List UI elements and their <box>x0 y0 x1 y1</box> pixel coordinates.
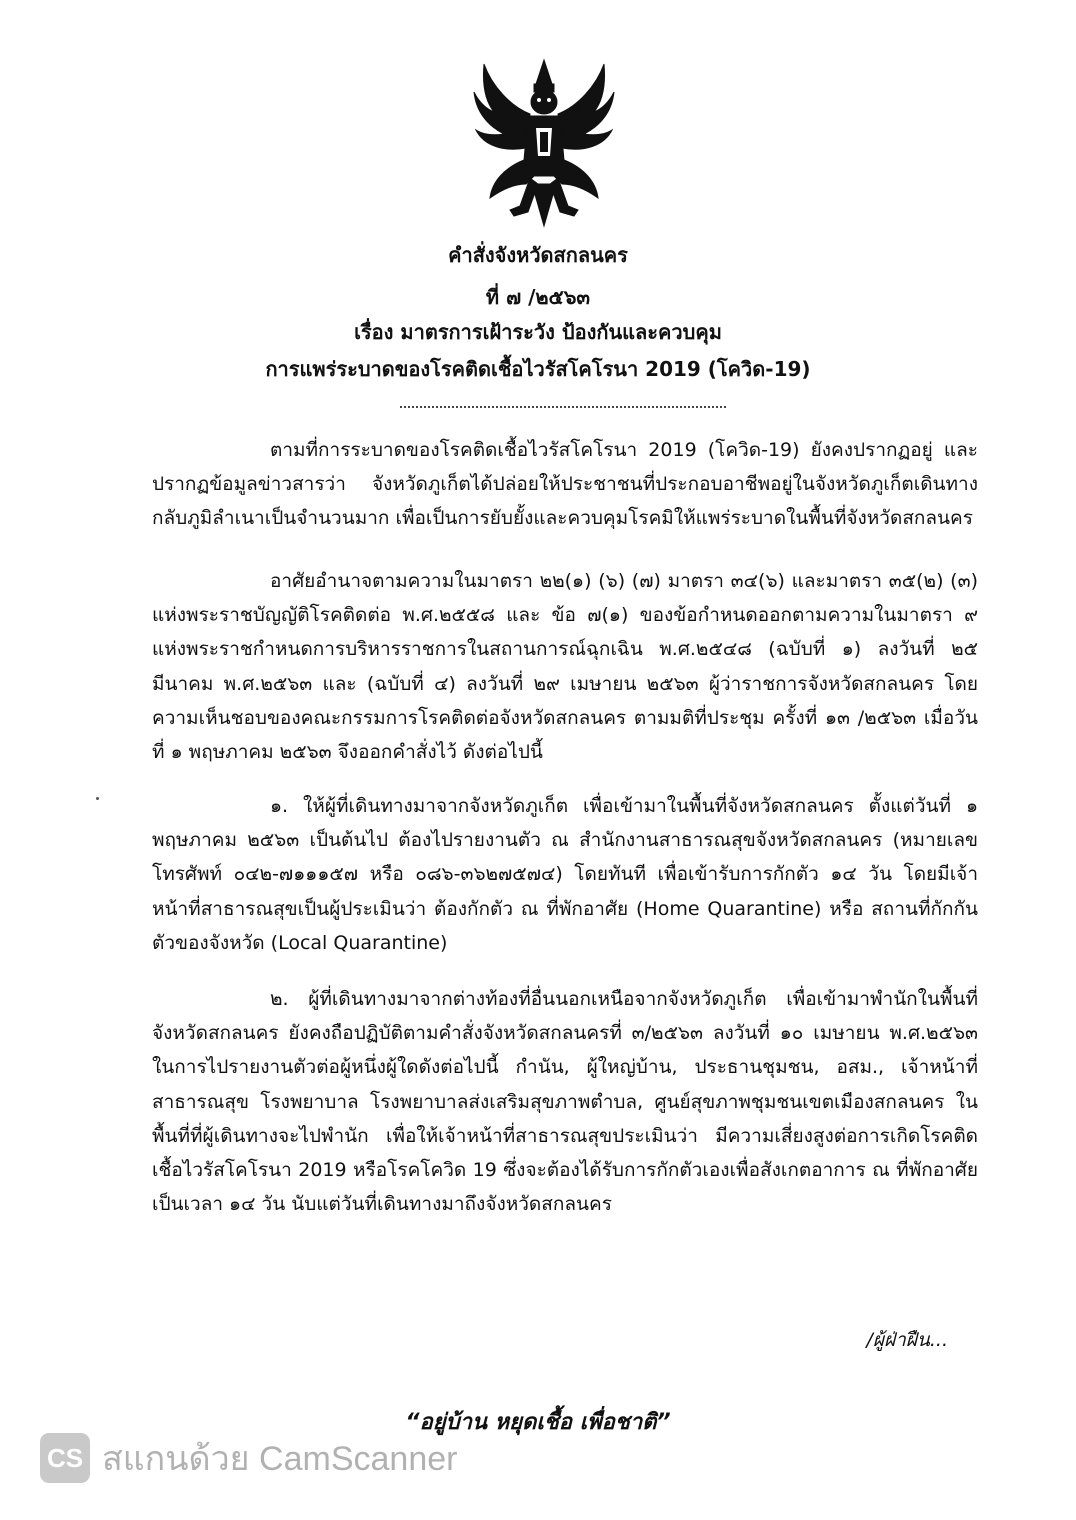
paragraph-authority: อาศัยอำนาจตามความในมาตรา ๒๒(๑) (๖) (๗) มาตรา ๓๔(๖) และมาตรา ๓๕(๒) (๓) แห่งพระราชบัญญัติโรคติดต่อ พ.ศ.๒๕๕๘ และ ข้อ ๗(๑) ของข้อกำหนดออกตามความในมาตรา ๙ แห่งพระราชกำหนดการบริหารราชการในสถานการณ์ฉุกเฉิน พ.ศ.๒๕๔๘ (ฉบับที่ ๑) ลงวันที่ ๒๕ มีนาคม พ.ศ.๒๕๖๓ และ (ฉบับที่ ๔) ลงวันที่ ๒๙ เมษายน ๒๕๖๓ ผู้ว่าราชการจังหวัดสกลนคร โดยความเห็นชอบของคณะกรรมการโรคติดต่อจังหวัดสกลนคร ตามมติที่ประชุม ครั้งที่ ๑๓ /๒๕๖๓ เมื่อวันที่ ๑ พฤษภาคม ๒๕๖๓ จึงออกคำสั่งไว้ ดังต่อไปนี้ <box>152 570 978 764</box>
order-title: คำสั่งจังหวัดสกลนคร <box>448 243 628 267</box>
subject-line-2: การแพร่ระบาดของโรคติดเชื้อไวรัสโคโรนา 2019 (โควิด-19) <box>265 357 811 381</box>
watermark-text: สแกนด้วย CamScanner <box>102 1440 458 1478</box>
paragraph-background: ตามที่การระบาดของโรคติดเชื้อไวรัสโคโรนา 2019 (โควิด-19) ยังคงปรากฏอยู่ และปรากฏข้อมูลข่าวสารว่า จังหวัดภูเก็ตได้ปล่อยให้ประชาชนที่ประกอบอาชีพอยู่ในจังหวัดภูเก็ตเดินทางกลับภูมิลำเนาเป็นจำนวนมาก เพื่อเป็นการยับยั้งและควบคุมโรคมิให้แพร่ระบาดในพื้นที่จังหวัดสกลนคร <box>152 439 978 530</box>
dotted-separator <box>400 406 726 408</box>
slogan: “อยู่บ้าน หยุดเชื้อ เพื่อชาติ” <box>405 1410 671 1435</box>
continued-note: /ผู้ฝ่าฝืน... <box>866 1329 948 1351</box>
camscanner-watermark <box>40 1433 457 1483</box>
order-item-1: ๑. ให้ผู้ที่เดินทางมาจากจังหวัดภูเก็ต เพื่อเข้ามาในพื้นที่จังหวัดสกลนคร ตั้งแต่วันที่ ๑ พฤษภาคม ๒๕๖๓ เป็นต้นไป ต้องไปรายงานตัว ณ สำนักงานสาธารณสุขจังหวัดสกลนคร (หมายเลขโทรศัพท์ ๐๔๒-๗๑๑๑๕๗ หรือ ๐๘๖-๓๖๒๗๕๗๔) โดยทันที เพื่อเข้ารับการกักตัว ๑๔ วัน โดยมีเจ้าหน้าที่สาธารณสุขเป็นผู้ประเมินว่า ต้องกักตัว ณ ที่พักอาศัย (Home Quarantine) หรือ สถานที่กักกันตัวของจังหวัด (Local Quarantine) <box>152 795 978 954</box>
order-number: ที่ ๗ /๒๕๖๓ <box>485 285 591 309</box>
subject-line-1: เรื่อง มาตรการเฝ้าระวัง ป้องกันและควบคุม <box>354 320 722 344</box>
order-item-2: ๒. ผู้ที่เดินทางมาจากต่างท้องที่อื่นนอกเหนือจากจังหวัดภูเก็ต เพื่อเข้ามาพำนักในพื้นที่จังหวัดสกลนคร ยังคงถือปฏิบัติตามคำสั่งจังหวัดสกลนครที่ ๓/๒๕๖๓ ลงวันที่ ๑๐ เมษายน พ.ศ.๒๕๖๓ ในการไปรายงานตัวต่อผู้หนึ่งผู้ใดดังต่อไปนี้ กำนัน, ผู้ใหญ่บ้าน, ประธานชุมชน, อสม., เจ้าหน้าที่สาธารณสุข โรงพยาบาล โรงพยาบาลส่งเสริมสุขภาพตำบล, ศูนย์สุขภาพชุมชนเขตเมืองสกลนคร ในพื้นที่ที่ผู้เดินทางจะไปพำนัก เพื่อให้เจ้าหน้าที่สาธารณสุขประเมินว่า มีความเสี่ยงสูงต่อการเกิดโรคติดเชื้อไวรัสโคโรนา 2019 หรือโรคโควิด 19 ซึ่งจะต้องได้รับการกักตัวเองเพื่อสังเกตอาการ ณ ที่พักอาศัยเป็นเวลา ๑๔ วัน นับแต่วันที่เดินทางมาถึงจังหวัดสกลนคร <box>152 988 978 1216</box>
camscanner-logo-icon: CS <box>40 1433 90 1483</box>
scan-speck <box>96 797 99 800</box>
garuda-emblem-icon <box>470 56 618 228</box>
